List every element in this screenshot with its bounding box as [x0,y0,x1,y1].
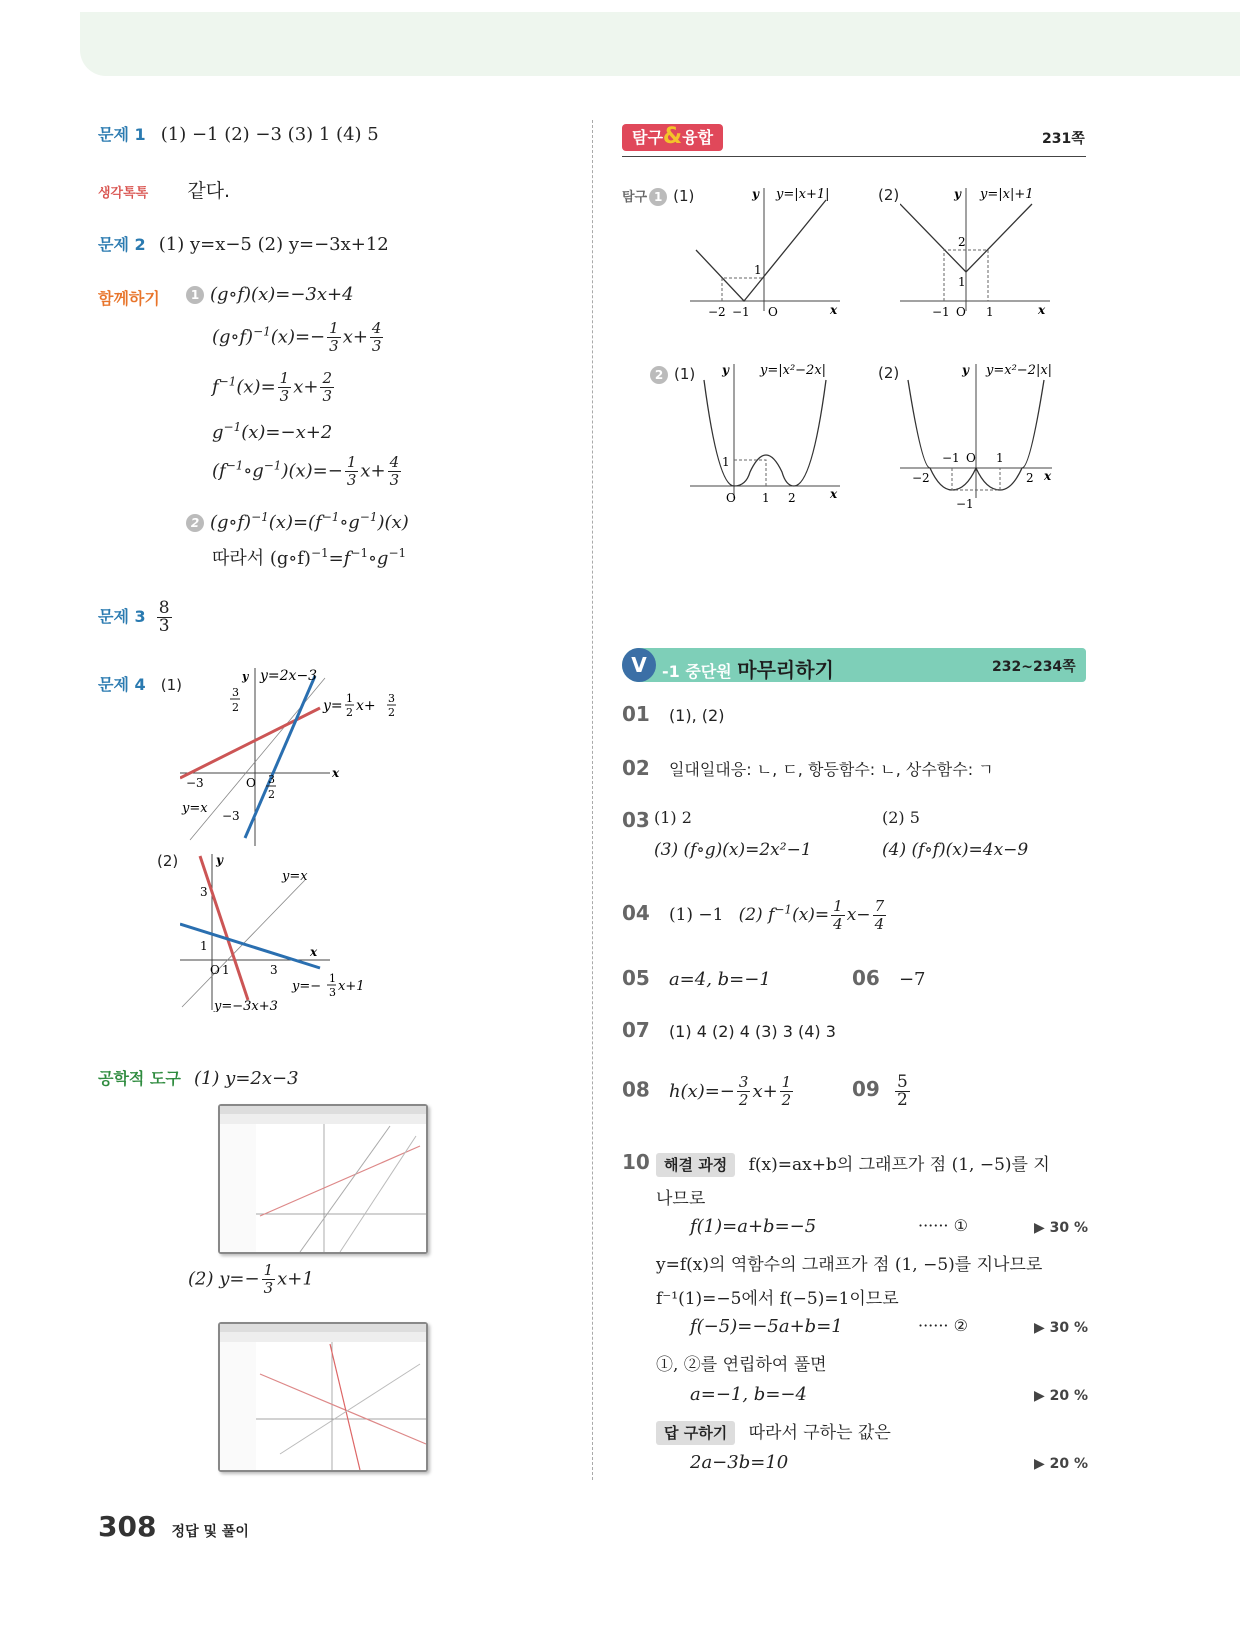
label-third-line-suffix: x+1 [338,979,365,994]
l5b: −1 [225,458,244,473]
a08-n1: 3 [738,1073,749,1091]
l3-frac-den: 3 [279,387,290,405]
origin: O [246,776,256,790]
half-num: 1 [346,692,353,705]
answer-08 [622,1074,795,1109]
problem-2 [98,232,389,255]
num-06: 06 [852,966,880,990]
x-tick-m1: −1 [732,305,750,316]
text-03-3: (3) (f∘g)(x)=2x²−1 [654,840,812,860]
graphics-pane [256,1342,426,1470]
label-half-line-mid: x+ [356,698,376,714]
menu-bar [220,1106,426,1114]
l6f: −1 [359,510,378,524]
x-label: x [830,487,838,501]
label-y-axis: y [216,853,223,867]
l2a: (g∘f) [212,326,254,348]
explore-tag [622,124,723,151]
num-01: 01 [622,702,650,726]
screenshot-graph-1 [218,1104,428,1254]
l7c: =f [328,548,351,569]
a10-answer-line [656,1418,891,1443]
menu-bar [220,1324,426,1332]
l7f: −1 [388,546,407,560]
page-footer [98,1510,249,1543]
origin: O [966,451,976,465]
num-05: 05 [622,966,650,990]
together-line-3 [212,370,336,405]
l2c: (x)=− [270,326,326,348]
explore-2-label [650,364,695,384]
origin: O [956,305,966,316]
y-label: y [752,187,759,201]
a10-s7-percent: ▶ 20 % [1034,1388,1089,1404]
y-tick-3: 3 [200,885,208,899]
label-minus-3x-3: y=−3x+3 [214,999,278,1012]
explore-label: 탐구 [622,190,648,205]
label-y-equals-x: y=x [182,801,208,816]
l2-frac2-num: 4 [371,319,382,337]
l7a: 따라서 (g∘f) [212,548,311,569]
page-number: 308 [98,1510,157,1543]
x-tick-m1: −1 [932,305,950,316]
l3b: −1 [218,374,237,389]
label-x-axis: x [310,945,318,959]
l7b: −1 [310,546,329,560]
y-label: y [722,363,729,377]
a10-s1b: 나므로 [656,1189,706,1209]
answer-04 [622,898,888,933]
together-line-6 [186,510,409,533]
l6d: −1 [321,510,340,524]
answer-01 [622,702,724,726]
answer-10 [622,1150,650,1174]
equation: y=|x+1| [776,187,830,202]
a08-mid: x+ [752,1080,778,1102]
text-02: 일대일대응: ㄴ, ㄷ, 항등함수: ㄴ, 상수함수: ㄱ [668,760,994,779]
screenshot-graph-2 [218,1322,428,1472]
l5-frac2-num: 4 [389,453,400,471]
explore-1-badge: 1 [649,188,667,206]
tool-a2-pre: (2) y=− [188,1268,260,1290]
step-1-badge: 1 [186,286,204,304]
a10-s5-percent: ▶ 30 % [1034,1320,1089,1336]
l2b: −1 [253,324,271,339]
top-band [80,12,1240,76]
l2d: x+ [342,326,368,348]
third-den: 3 [329,986,336,999]
screenshot-1-canvas [220,1106,426,1252]
footer-title: 정답 및 풀이 [171,1524,249,1540]
l5d: −1 [263,458,282,473]
tool-a2-den: 3 [263,1279,274,1297]
together-line-2 [212,320,385,355]
l3a: f [212,376,219,398]
l6g: )(x) [377,512,409,533]
l6b: −1 [251,510,269,524]
explore-amp: & [662,124,683,149]
problem-4 [98,672,182,695]
tool-a2-num: 1 [263,1261,274,1279]
explore-1-p1: (1) [673,187,695,205]
l5-frac-num: 1 [346,453,357,471]
text-03-2: (2) 5 [882,808,920,827]
label-half-line-prefix: y= [323,698,343,714]
a10-s6: ①, ②를 연립하여 풀면 [656,1355,827,1375]
a08-d2: 2 [781,1091,792,1109]
problem-4-part2: (2) [157,852,179,870]
y-tick-m3: −3 [222,809,240,823]
a10-s9-percent: ▶ 20 % [1034,1456,1089,1472]
three-halves-den: 2 [388,706,395,719]
a09-d: 2 [896,1090,908,1110]
graph-p4-1 [180,668,420,848]
problem-1-answer: (1) −1 (2) −3 (3) 1 (4) 5 [160,124,379,145]
problem-4-label: 문제 4 [98,675,146,694]
review-pages: 232~234쪽 [992,659,1076,675]
graph-abs-x-plus-1b [900,186,1060,316]
explore-rule [622,156,1086,157]
y-tick-1: 1 [200,939,208,953]
l7e: ∘g [368,548,389,569]
x-tick-1: 1 [762,491,770,505]
third-num: 1 [329,972,336,985]
x-tick-2: 2 [788,491,796,505]
problem-3-num: 8 [158,598,170,618]
answer-07 [622,1018,836,1042]
text-03-4: (4) (f∘f)(x)=4x−9 [882,840,1029,860]
origin: O [726,491,736,505]
a10-s5: f(−5)=−5a+b=1 [690,1316,843,1337]
explore-2-badge: 2 [650,366,668,384]
answer-tag: 답 구하기 [656,1421,735,1445]
curve [696,200,826,301]
explore-page: 231쪽 [1042,131,1085,147]
a10-s7: a=−1, b=−4 [690,1384,807,1405]
a04-n1: 1 [833,897,843,915]
thinking-talk [98,176,230,203]
a10-s2-percent: ▶ 30 % [1034,1220,1089,1236]
l2-frac-den: 3 [329,337,339,355]
l6c: (x)=(f [268,512,322,533]
y-tick-1: 1 [754,263,762,277]
explore-1-label [622,186,694,206]
num-03: 03 [622,808,650,832]
explore-1-p2: (2) [878,186,900,204]
explore-2-p2: (2) [878,364,900,382]
text-06: −7 [898,969,926,990]
a10-s2-marker: ······ ① [918,1216,968,1235]
tool-bar [220,1332,426,1342]
text-01: (1), (2) [668,706,725,725]
l5-frac2-den: 3 [389,471,400,489]
l2-frac-num: 1 [329,319,339,337]
a04-n2: 7 [874,897,885,915]
l5e: )(x)=− [281,460,343,482]
problem-3-label: 문제 3 [98,607,146,626]
answer-03 [622,808,650,832]
a10-s5-marker: ······ ② [918,1316,968,1335]
equation: y=|x|+1 [980,187,1034,202]
y-tick-m1: −1 [956,497,974,511]
num-04: 04 [622,901,650,925]
x-label: x [1038,303,1046,316]
algebra-pane [220,1124,256,1252]
x-label: x [1044,469,1052,483]
answer-05 [622,966,771,990]
solution-tag: 해결 과정 [656,1153,735,1177]
review-unit: -1 중단원 [662,662,732,681]
unit-badge: V [622,648,656,682]
review-title [662,654,834,683]
a10-s9: 2a−3b=10 [690,1452,789,1473]
label-y-equals-x: y=x [282,869,308,884]
answer-06 [852,966,925,990]
label-2x-3: y=2x−3 [260,668,318,684]
tool-label: 공학적 도구 [98,1069,181,1088]
graph-abs-quadratic [690,362,850,512]
tool-answer-2 [188,1262,314,1297]
tool-answer-1: (1) y=2x−3 [193,1068,299,1089]
num-02: 02 [622,756,650,780]
num-07: 07 [622,1018,650,1042]
x-tick-1: 1 [996,451,1004,465]
curve [704,380,826,486]
explore-tag-2: 융합 [682,128,714,147]
answer-09 [852,1074,912,1109]
together-line-1 [186,284,354,305]
l4b: −1 [223,420,242,434]
review-title-text: 마무리하기 [737,658,834,682]
a10-s2: f(1)=a+b=−5 [690,1216,817,1237]
a10-s8: 따라서 구하는 값은 [748,1423,891,1443]
text-07: (1) 4 (2) 4 (3) 3 (4) 3 [668,1022,836,1041]
label-x-axis: x [332,766,340,780]
x-tick-1: 1 [986,305,994,316]
x-tick-den: 2 [268,788,275,801]
x-tick-m1: −1 [942,451,960,465]
x-tick-3: 3 [270,963,278,977]
origin: O [768,305,778,316]
l4a: g [212,422,224,443]
y-label: y [962,363,969,377]
x-tick-1: 1 [222,963,230,977]
graph-abs-x-plus-1 [690,186,850,316]
l2-frac2-den: 3 [371,337,382,355]
label-y-axis: y [242,670,249,683]
text-04-2d: x− [846,905,871,925]
y-tick-1: 1 [722,455,730,469]
together-line-5 [212,454,403,489]
thinking-answer: 같다. [187,180,231,202]
origin: O [210,963,220,977]
step-2-badge: 2 [186,514,204,532]
text-05: a=4, b=−1 [668,969,771,990]
explore-2-p1: (1) [674,365,696,383]
together-line-4 [212,420,332,443]
l3d: x+ [293,376,319,398]
a08-n2: 1 [781,1073,792,1091]
column-divider [592,120,593,1480]
problem-2-label: 문제 2 [98,235,146,254]
equation: y=x²−2|x| [986,363,1053,378]
x-tick-m2: −2 [708,305,726,316]
l5-frac-den: 3 [346,471,357,489]
problem-1-label: 문제 1 [98,125,146,144]
num-09: 09 [852,1077,880,1101]
a10-s3: y=f(x)의 역함수의 그래프가 점 (1, −5)를 지나므로 [656,1255,1043,1275]
algebra-pane [220,1342,256,1470]
explore-header [622,124,723,149]
x-tick-m3: −3 [186,776,204,790]
label-third-line-prefix: y=− [292,979,322,994]
x-tick-2: 2 [1026,471,1034,485]
problem-3 [98,600,174,635]
a09-n: 5 [896,1072,908,1092]
text-04-2c: (x)= [792,905,830,925]
x-label: x [830,303,838,316]
equation: y=|x²−2x| [760,363,827,378]
screenshot-2-canvas [220,1324,426,1470]
together-label-text: 함께하기 [98,289,160,308]
l3-frac2-num: 2 [322,369,332,387]
y-tick-1: 1 [958,275,966,289]
y-tick-den: 2 [232,701,239,714]
a08-pre: h(x)=− [668,1080,735,1102]
l6a: (g∘f) [210,512,252,533]
l5a: (f [212,460,226,482]
a04-d1: 4 [833,915,843,933]
a08-d1: 2 [738,1091,749,1109]
y-tick-2: 2 [958,235,966,249]
l4c: (x)=−x+2 [241,422,333,443]
problem-1 [98,122,379,145]
tool-a2-post: x+1 [277,1268,314,1290]
together-l1: (g∘f)(x)=−3x+4 [210,284,354,305]
a04-d2: 4 [874,915,885,933]
together-line-7 [212,544,406,570]
l5f: x+ [360,460,386,482]
three-halves-num: 3 [388,692,395,705]
x-tick-m2: −2 [912,471,930,485]
problem-4-part1: (1) [160,676,182,694]
l7d: −1 [350,546,369,560]
engineering-tool [98,1066,299,1089]
text-04-1: (1) −1 [668,905,724,925]
l3-frac-num: 1 [279,369,290,387]
text-04-2a: (2) f [738,905,775,925]
num-10: 10 [622,1150,650,1174]
l3-frac2-den: 3 [322,387,332,405]
line-minus-3x-plus-3 [200,856,248,1000]
text-03-1: (1) 2 [654,808,692,827]
tool-bar [220,1114,426,1124]
guide-dashed [722,278,764,301]
x-tick-num: 3 [268,773,275,786]
answer-02 [622,756,994,780]
problem-3-den: 3 [158,616,170,636]
graph-p4-2 [180,852,400,1012]
l5c: ∘g [243,460,264,482]
a10-s1: f(x)=ax+b의 그래프가 점 (1, −5)를 지 [748,1155,1050,1175]
y-tick-num: 3 [232,686,239,699]
num-08: 08 [622,1077,650,1102]
l6e: ∘g [339,512,360,533]
half-den: 2 [346,706,353,719]
a10-line-1 [656,1150,1050,1175]
y-label: y [954,187,961,201]
l3c: (x)= [236,376,276,398]
together-label [98,286,160,309]
explore-tag-1: 탐구 [632,128,663,147]
a10-s4: f⁻¹(1)=−5에서 f(−5)=1이므로 [656,1289,899,1309]
graph-quadratic-abs [900,362,1070,512]
thinking-label: 생각톡톡 [98,186,149,201]
text-04-2b: −1 [774,902,793,917]
problem-2-answer: (1) y=x−5 (2) y=−3x+12 [158,234,389,255]
graphics-pane [256,1124,426,1252]
